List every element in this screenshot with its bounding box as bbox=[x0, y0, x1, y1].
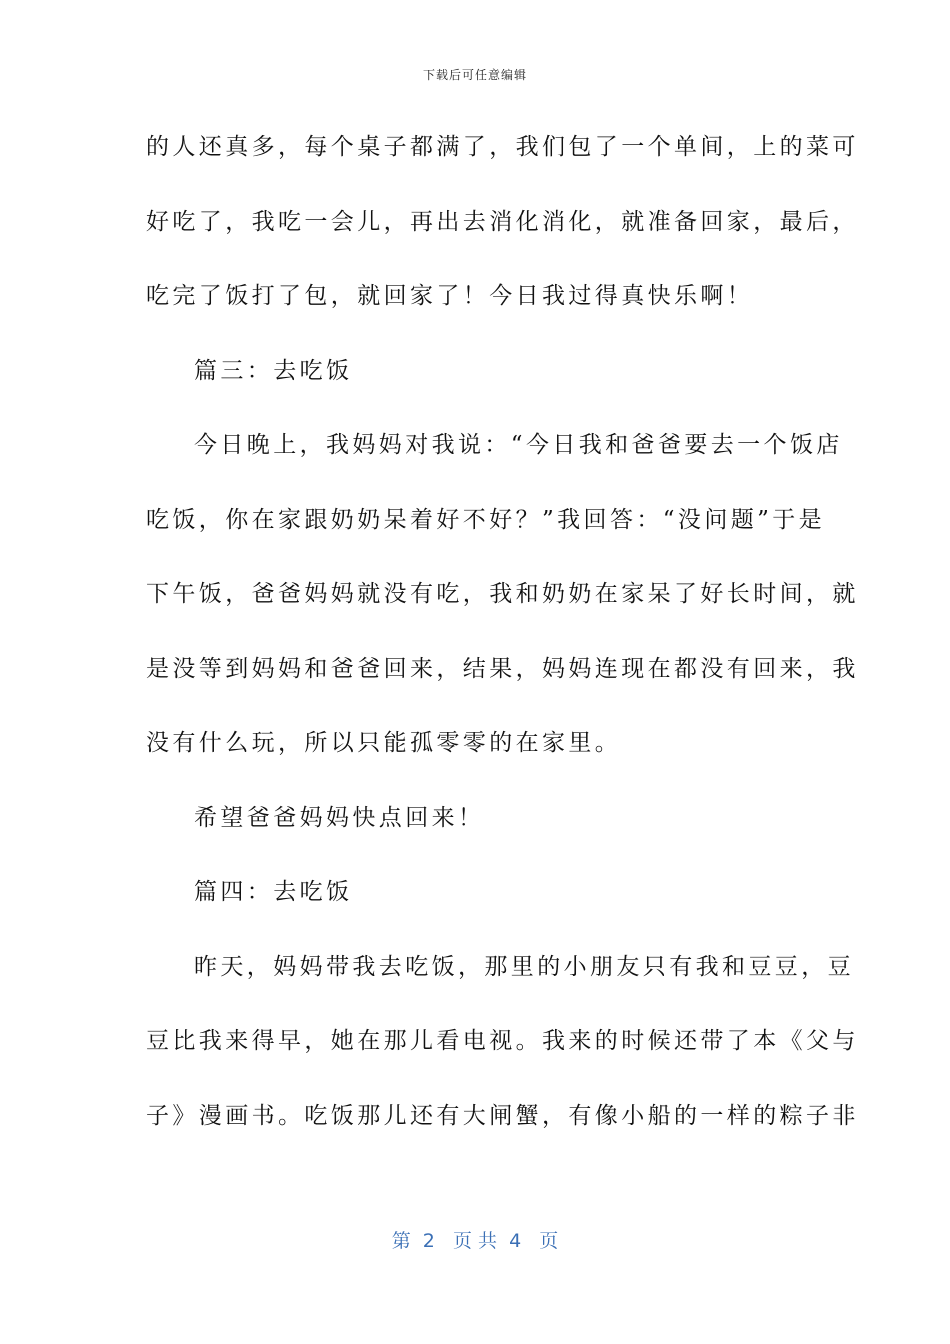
text-line-9: 没有什么玩，所以只能孤零零的在家里。 bbox=[146, 730, 622, 756]
text-line-8: 是没等到妈妈和爸爸回来，结果，妈妈连现在都没有回来，我 bbox=[146, 655, 859, 682]
text-line-13: 豆比我来得早，她在那儿看电视。我来的时候还带了本《父与 bbox=[146, 1028, 859, 1054]
text-line-12: 昨天，妈妈带我去吃饭，那里的小朋友只有我和豆豆，豆 bbox=[194, 953, 854, 980]
section-heading-3: 篇三：去吃饭 bbox=[194, 357, 353, 384]
text-line-7: 下午饭，爸爸妈妈就没有吃，我和奶奶在家呆了好长时间，就 bbox=[146, 581, 859, 607]
text-line-6: 吃饭，你在家跟奶奶呆着好不好？”我回答：“没问题”于是 bbox=[146, 506, 826, 533]
section-heading-4: 篇四：去吃饭 bbox=[194, 879, 353, 905]
page-number-footer: 第 2 页 共 4 页 bbox=[391, 1230, 559, 1252]
text-line-10: 希望爸爸妈妈快点回来！ bbox=[194, 804, 485, 831]
body-text bbox=[146, 128, 859, 1171]
text-line-5: 今日晚上，我妈妈对我说：“今日我和爸爸要去一个饭店 bbox=[194, 432, 843, 458]
text-line-2: 好吃了，我吃一会儿，再出去消化消化，就准备回家，最后， bbox=[146, 208, 859, 235]
text-line-14: 子》漫画书。吃饭那儿还有大闸蟹，有像小船的一样的粽子非 bbox=[146, 1102, 859, 1129]
header-note: 下载后可任意编辑 bbox=[422, 68, 527, 82]
text-line-1: 的人还真多，每个桌子都满了，我们包了一个单间，上的菜可 bbox=[146, 134, 859, 160]
text-line-3: 吃完了饭打了包，就回家了！今日我过得真快乐啊！ bbox=[146, 283, 754, 309]
